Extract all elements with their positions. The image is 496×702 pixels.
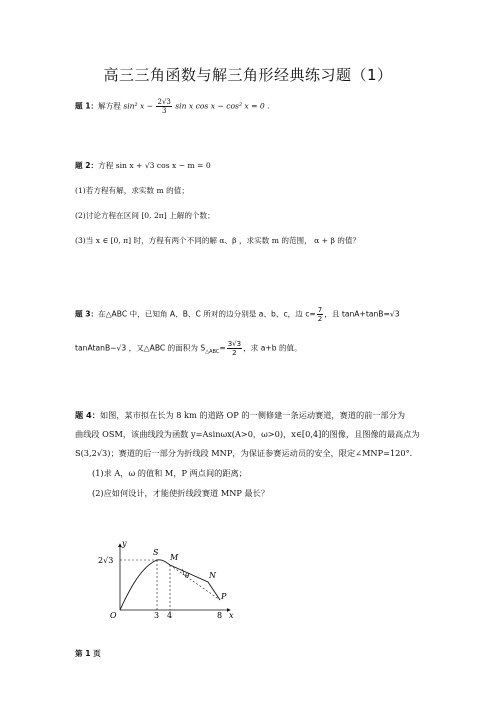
theta-label: θ xyxy=(185,572,190,580)
q2-part-2: (2)讨论方程在区间 [0, 2π] 上解的个数； xyxy=(75,211,215,220)
q2-part-3: (3)当 x ∈ [0, π] 时，方程有两个不同的解 α、β ，求实数 m 的范围， α + β 的值？ xyxy=(75,236,361,245)
q4-l1: 如图，某市拟在长为 8 km 的道路 OP 的一侧修建一条运动赛道，赛道的前一部分为 xyxy=(99,410,406,420)
q3-line-1 xyxy=(75,306,400,323)
q3-line1b: ，且 tanA+tanB=√3 xyxy=(324,309,400,319)
q4-line-2: 曲线段 OSM，该曲线段为函数 y=Asinωx(A>0，ω>0)，x∈[0,4]的图像，且图像的最高点为 xyxy=(75,429,420,439)
q3-line2b: ，求 a+b 的值。 xyxy=(243,343,302,353)
figure-diagram xyxy=(90,538,240,620)
page-number: 第 1 页 xyxy=(75,649,101,658)
q4-part-2: (2)应如何设计，才能使折线段赛道 MNP 最长？ xyxy=(92,488,270,498)
x-tick-3: 3 xyxy=(154,611,160,620)
x-axis-label: x xyxy=(229,611,234,620)
q1-fraction xyxy=(156,98,171,115)
y-axis-label: y xyxy=(122,539,127,548)
q2-stem: 方程 sin x + √3 cos x − m = 0 xyxy=(98,161,211,170)
q1-sin2: sin² x − xyxy=(123,101,154,111)
curve-osm xyxy=(120,560,170,610)
q3-c-num: 7 xyxy=(317,306,323,314)
point-m-label: M xyxy=(170,553,179,562)
q3-line1a: 在△ABC 中，已知角 A、B、C 所对的边分别是 a、b、c，边 c= xyxy=(98,309,316,319)
question-2-stem xyxy=(75,160,211,171)
q3-c-fraction xyxy=(317,306,323,323)
x-tick-8: 8 xyxy=(217,611,223,620)
q3-eq: = xyxy=(219,343,226,353)
x-tick-4: 4 xyxy=(167,611,173,620)
q2-label: 题 2： xyxy=(75,161,99,170)
q2-part-1: (1)若方程有解，求实数 m 的值； xyxy=(75,186,189,195)
y-tick-label: 2√3 xyxy=(98,556,114,565)
page-title: 高三三角函数与解三角形经典练习题（1） xyxy=(103,66,393,84)
q4-line-1 xyxy=(75,406,405,424)
q4-line-3: S(3,2√3)；赛道的后一部分为折线段 MNP，为保证参赛运动员的安全，限定∠MNP=120°. xyxy=(75,448,413,458)
q1-rest: sin x cos x − cos² x = 0 . xyxy=(175,101,270,111)
q3-c-den: 2 xyxy=(317,315,323,323)
q1-label: 题 1： xyxy=(75,101,99,111)
point-n-label: N xyxy=(209,571,216,580)
q3-s-fraction xyxy=(227,340,242,357)
q4-part-1: (1)求 A，ω 的值和 M，P 两点间的距离； xyxy=(92,468,247,478)
point-p-label: P xyxy=(221,592,227,601)
q1-lead: 解方程 xyxy=(98,101,121,111)
point-s-label: S xyxy=(153,548,159,557)
q3-s-den: 2 xyxy=(232,349,237,357)
q3-line-2 xyxy=(75,340,302,358)
q3-label: 题 3： xyxy=(75,309,99,319)
origin-label: O xyxy=(110,611,117,620)
q1-frac-num: 2√3 xyxy=(157,98,171,106)
q3-line2a: tanAtanB−√3 ，又△ABC 的面积为 S xyxy=(75,343,206,353)
q1-frac-den: 3 xyxy=(161,107,167,115)
q3-subscript: △ABC xyxy=(205,349,220,356)
theta-arc xyxy=(182,569,183,575)
question-1 xyxy=(75,98,270,115)
q4-label: 题 4： xyxy=(75,410,100,420)
q3-s-num: 3√3 xyxy=(227,340,242,348)
